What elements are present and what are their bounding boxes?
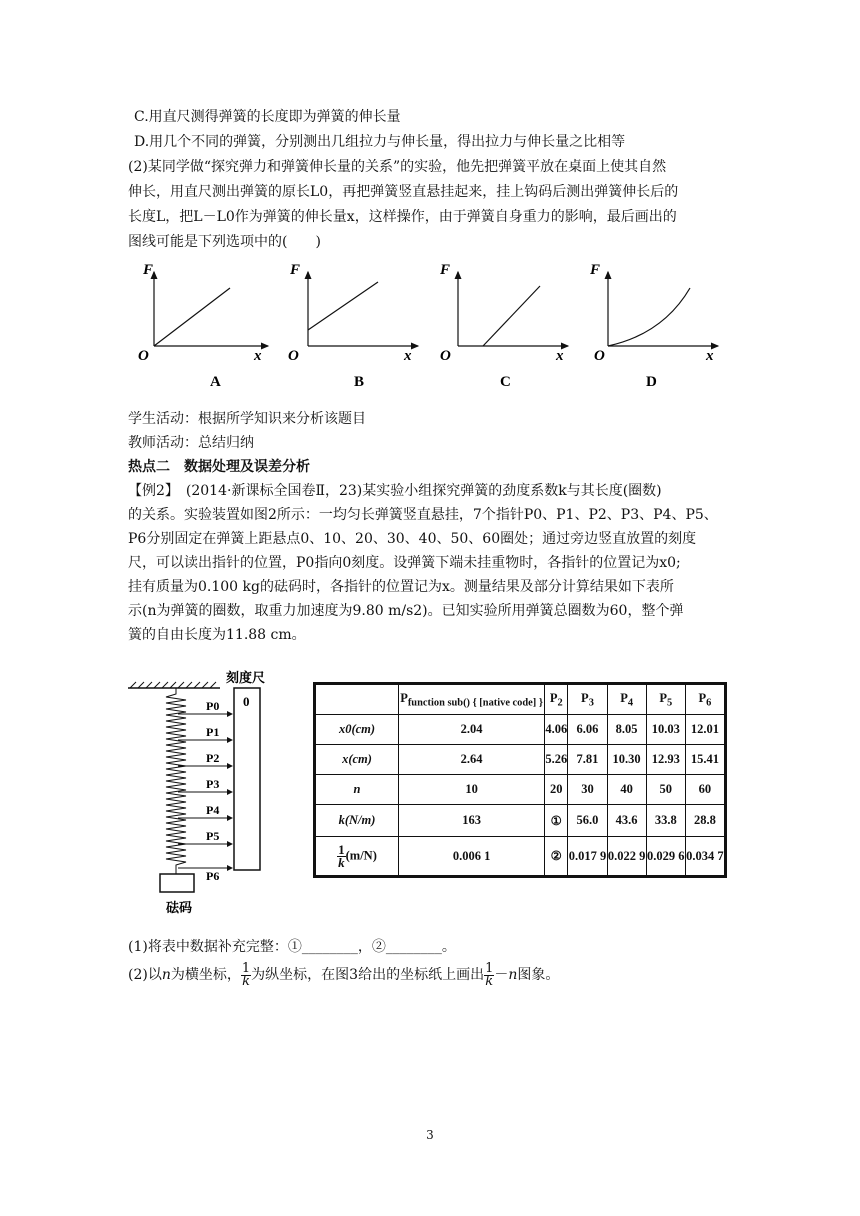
option-d: D.用几个不同的弹簧，分别测出几组拉力与伸长量，得出拉力与伸长量之比相等 <box>134 134 626 150</box>
table-cell-blank-2: ② <box>545 837 568 876</box>
example-line-7: 簧的自由长度为11.88 cm。 <box>128 627 306 643</box>
col-header-p6: $P_6$ <box>685 685 724 715</box>
graph-d-label: D <box>646 374 657 390</box>
col-header-p1: $P_{function sub() \{ [native code] \}}$ <box>399 685 545 715</box>
table-cell: 10.03 <box>646 715 685 745</box>
pointer-p3: P3 <box>206 777 220 791</box>
graph-a-x-label: x <box>254 348 262 364</box>
table-cell: 10.30 <box>607 745 646 775</box>
table-cell-blank-1: ① <box>545 805 568 837</box>
table-cell: 12.01 <box>685 715 724 745</box>
table-cell: 15.41 <box>685 745 724 775</box>
col-header-p4: $P_4$ <box>607 685 646 715</box>
ruler-zero: 0 <box>243 694 250 709</box>
graph-a-origin: O <box>138 348 149 364</box>
fraction-inverse-k-2: $\frac{1}{k}$ <box>485 960 494 989</box>
example-line-5: 挂有质量为0.100 kg的砝码时，各指针的位置记为x。测量结果及部分计算结果如下表所 <box>128 579 674 595</box>
pointer-p1: P1 <box>206 725 220 739</box>
pointer-p4: P4 <box>206 803 220 817</box>
graph-c-label: C <box>500 374 511 390</box>
question-2-line-3: 长度L，把L－L0作为弹簧的伸长量x，这样操作，由于弹簧自身重力的影响，最后画出的 <box>128 209 677 225</box>
table-cell: 0.006 1 <box>399 837 545 876</box>
table-cell: 33.8 <box>646 805 685 837</box>
table-cell: 8.05 <box>607 715 646 745</box>
row-label-n: n <box>316 775 399 805</box>
table-cell: 10 <box>399 775 545 805</box>
table-cell: 60 <box>685 775 724 805</box>
table-cell: 20 <box>545 775 568 805</box>
table-cell: 7.81 <box>568 745 607 775</box>
table-row <box>316 715 725 745</box>
question-2-line-2: 伸长，用直尺测出弹簧的原长L0，再把弹簧竖直悬挂起来，挂上钩码后测出弹簧伸长后的 <box>128 184 679 200</box>
table-cell: 12.93 <box>646 745 685 775</box>
graph-c-line <box>483 286 540 346</box>
graph-a-y-label: F <box>143 262 154 278</box>
graph-d-x-label: x <box>706 348 714 364</box>
table-cell: 30 <box>568 775 607 805</box>
graph-options <box>128 258 728 393</box>
graph-b-line <box>308 282 378 330</box>
table-cell: 50 <box>646 775 685 805</box>
col-header-p3: $P_3$ <box>568 685 607 715</box>
table-cell: 56.0 <box>568 805 607 837</box>
table-cell: 0.017 9 <box>568 837 607 876</box>
pointer-p2: P2 <box>206 751 220 765</box>
graph-b <box>288 262 418 390</box>
row-label-x0: x0(cm) <box>316 715 399 745</box>
table-row <box>316 805 725 837</box>
weight-label: 砝码 <box>166 900 193 915</box>
table-cell: 163 <box>399 805 545 837</box>
table-cell: 4.06 <box>545 715 568 745</box>
table-cell: 2.04 <box>399 715 545 745</box>
student-activity: 学生活动：根据所学知识来分析该题目 <box>128 411 366 427</box>
section-heading: 热点二 数据处理及误差分析 <box>128 459 310 475</box>
page-number: 3 <box>426 1128 434 1142</box>
col-header-p5: $P_5$ <box>646 685 685 715</box>
data-table <box>313 682 727 878</box>
row-label-k: k(N/m) <box>316 805 399 837</box>
table-cell: 2.64 <box>399 745 545 775</box>
sub-question-2: (2)以n为横坐标， $\frac{1}{k}$ 为纵坐标，在图3给出的坐标纸上画出 $\frac{1}{k}$ －n图象。 <box>128 960 560 989</box>
table-cell: 28.8 <box>685 805 724 837</box>
fraction-inverse-k: $\frac{1}{k}$ <box>241 960 251 989</box>
spring-apparatus-figure <box>126 668 276 918</box>
table-cell: 40 <box>607 775 646 805</box>
table-corner <box>316 685 399 715</box>
example-line-1: 【例2】 (2014·新课标全国卷Ⅱ，23)某实验小组探究弹簧的劲度系数k与其长度(圈数) <box>128 483 662 499</box>
graph-a <box>138 262 268 390</box>
ruler <box>234 688 260 870</box>
table-cell: 0.029 6 <box>646 837 685 876</box>
question-2-line-4: 图线可能是下列选项中的( ) <box>128 234 321 250</box>
row-label-inverse-k: $\frac{1}{k}$ (m/N) <box>316 837 399 876</box>
ruler-label: 刻度尺 <box>226 670 266 685</box>
spring-coil <box>166 688 186 874</box>
table-cell: 5.26 <box>545 745 568 775</box>
sub-question-1: (1)将表中数据补充完整：①________，②________。 <box>128 939 456 955</box>
graph-b-label: B <box>354 374 365 390</box>
graph-a-label: A <box>210 374 221 390</box>
teacher-activity: 教师活动：总结归纳 <box>128 435 254 451</box>
pointer-p6: P6 <box>206 869 220 883</box>
graph-c <box>439 262 568 390</box>
graph-b-y-label: F <box>290 262 301 278</box>
example-line-2: 的关系。实验装置如图2所示：一均匀长弹簧竖直悬挂，7个指针P0、P1、P2、P3、P4、P5、 <box>128 507 718 523</box>
table-cell: 0.022 9 <box>607 837 646 876</box>
table-row <box>316 775 725 805</box>
table-cell: 6.06 <box>568 715 607 745</box>
graph-d-origin: O <box>594 348 605 364</box>
table-cell: 43.6 <box>607 805 646 837</box>
graph-a-line <box>154 288 230 346</box>
col-header-p2: $P_2$ <box>545 685 568 715</box>
table-cell: 0.034 7 <box>685 837 724 876</box>
weight-block <box>160 874 194 892</box>
table-row <box>316 745 725 775</box>
row-label-x: x(cm) <box>316 745 399 775</box>
example-line-4: 尺，可以读出指针的位置，P0指向0刻度。设弹簧下端未挂重物时，各指针的位置记为x0; <box>128 555 681 571</box>
pointer-p0: P0 <box>206 699 220 713</box>
graph-b-x-label: x <box>404 348 412 364</box>
pointer-p5: P5 <box>206 829 220 843</box>
option-c: C.用直尺测得弹簧的长度即为弹簧的伸长量 <box>134 109 401 125</box>
graph-d-y-label: F <box>590 262 601 278</box>
example-line-6: 示(n为弹簧的圈数，取重力加速度为9.80 m/s2)。已知实验所用弹簧总圈数为60，整个弹 <box>128 603 684 619</box>
graph-d-curve <box>608 288 690 346</box>
graph-c-x-label: x <box>556 348 564 364</box>
question-2-line-1: (2)某同学做“探究弹力和弹簧伸长量的关系”的实验，他先把弹簧平放在桌面上使其自然 <box>128 159 667 175</box>
table-row <box>316 837 725 876</box>
example-line-3: P6分别固定在弹簧上距悬点0、10、20、30、40、50、60圈处；通过旁边竖直放置的刻度 <box>128 531 697 547</box>
graph-d <box>589 262 718 390</box>
graph-b-origin: O <box>288 348 299 364</box>
graph-c-origin: O <box>440 348 451 364</box>
graph-c-y-label: F <box>440 262 451 278</box>
